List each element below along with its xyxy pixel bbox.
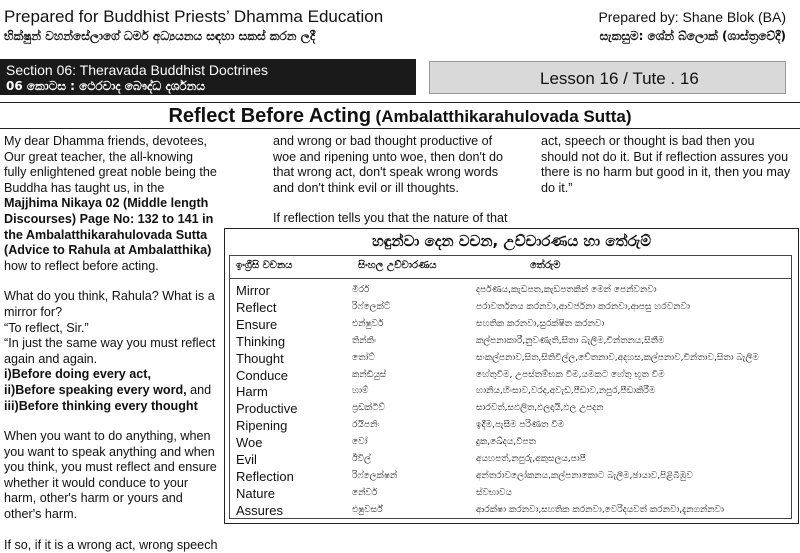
glossary-table — [229, 255, 792, 519]
body-text: Our great teacher, the all-knowing fully enlightened great noble being the Buddha has taught us, in the — [4, 149, 217, 195]
table-row — [230, 417, 791, 434]
sinhala-pronunciation: ප්‍රඩක්ටිව් — [352, 403, 386, 414]
sinhala-meaning: පරාවර්තනය කරනවා,ආවර්ජනා කරනවා,ආපසු හරවනවා — [476, 301, 690, 312]
table-row — [230, 468, 791, 485]
table-row — [230, 383, 791, 400]
sinhala-pronunciation: නේචර් — [352, 487, 378, 498]
sinhala-meaning: සාරවත්,සඵලිත,ඵලදායි,ඵල උපදන — [476, 403, 604, 414]
body-column-1 — [4, 134, 218, 553]
sinhala-meaning: දර්පණය,කැඩපත,කැඩපතකින් මෙන් පෙන්වනවා — [476, 285, 657, 295]
table-row — [230, 299, 791, 316]
paragraph: When you want to do anything, when you want to speak anything and when you think, you must reflect and ensure whether it would conduce to your harm, other's harm or yours and other's harm. — [4, 429, 217, 522]
english-word: Harm — [236, 384, 268, 400]
paragraph: What do you think, Rahula? What is a mirror for? — [4, 289, 215, 319]
sinhala-pronunciation: රයිපනිං — [352, 420, 380, 431]
english-word: Thinking — [236, 333, 286, 349]
table-row — [230, 350, 791, 367]
sutta-reference: Majjhima Nikaya 02 (Middle length Discourses) Page No: 132 to 141 in the Ambalatthikarahulovada Sutta (Advice to Rahula at Ambalatthika) — [4, 196, 214, 258]
table-row — [230, 367, 791, 384]
sinhala-meaning: සහතික කරනවා,සුරක්ෂිත කරනවා — [476, 318, 605, 329]
english-word: Reflect — [236, 299, 277, 315]
english-word: Assures — [236, 502, 283, 518]
sinhala-pronunciation: තින්කිං — [352, 335, 377, 346]
table-row — [230, 400, 791, 417]
english-word: Woe — [236, 435, 263, 451]
table-row — [230, 282, 791, 299]
paragraph: If reflection tells you that the nature of that — [273, 211, 508, 226]
list-item-text: and — [186, 382, 212, 397]
sinhala-meaning: ස්වභාවය — [476, 487, 512, 498]
sinhala-pronunciation: ඊවිල් — [352, 454, 371, 464]
body-text: how to reflect before acting. — [4, 258, 159, 273]
sinhala-pronunciation: හාම් — [352, 386, 369, 397]
english-word: Productive — [236, 401, 298, 417]
list-item — [4, 367, 218, 383]
article-title: Reflect Before Acting — [168, 105, 372, 127]
english-word: Mirror — [236, 283, 270, 298]
table-row — [230, 333, 791, 350]
paragraph: “In just the same way you must reflect again and again. — [4, 336, 216, 366]
table-row — [230, 485, 791, 502]
table-row — [230, 451, 791, 468]
column-header-meaning: තේරුම — [530, 260, 561, 271]
english-word: Reflection — [236, 468, 294, 484]
paragraph: act, speech or thought is bad then you should not do it. But if reflection assures you there is no harm but good in it, then you may do it.” — [541, 134, 791, 195]
paragraph — [4, 134, 218, 274]
sinhala-meaning: ඉදීම,පැසීම පරිණත වීම — [476, 420, 565, 431]
sinhala-meaning: හානිය,හිංසාව,වරද,අවැඩ,පීඩාව,නපුර,පීඩාකිරීම — [476, 386, 656, 397]
lesson-label: Lesson 16 / Tute . 16 — [540, 69, 699, 88]
sinhala-meaning: සංකල්පනාව,සිත,සිතිවිල්ල,චේතනාව,අදහස,කල්පනාව,චින්තාව,සිතා බැලීම — [476, 352, 759, 363]
article-title-bar — [0, 102, 800, 129]
sinhala-pronunciation: මිරර් — [352, 285, 370, 295]
english-word: Ensure — [236, 316, 278, 332]
prepared-by: Prepared by: Shane Blok (BA) — [598, 9, 786, 25]
column-header-english: ඉංග්‍රීසි වචනය — [236, 260, 293, 271]
table-row — [230, 316, 791, 333]
english-word: Conduce — [236, 367, 289, 383]
english-word: Ripening — [236, 418, 288, 434]
lesson-banner — [429, 61, 786, 94]
paragraph: and wrong or bad thought productive of woe and ripening unto woe, then don't do that wrong act, don't speak wrong words and don't think evil or ill thoughts. — [273, 134, 503, 195]
list-item — [4, 383, 218, 399]
sinhala-meaning: හේතුවීම, උපස්තම්භක වීම,යමකට හේතු භූත වීම — [476, 369, 665, 380]
greeting: My dear Dhamma friends, devotees, — [4, 134, 207, 148]
sinhala-meaning: අන්තරාවලෝකනය,කල්පනාකොට බැලීම,ඡායාව,පිළිබිඹුව — [476, 470, 693, 481]
english-word: Evil — [236, 452, 257, 467]
list-item-text: i)Before doing every act, — [4, 367, 151, 382]
sinhala-meaning: අයහපත්,නපුරු,අකුසලය,පාපී — [476, 454, 586, 464]
list-item-text: ii)Before speaking every word, — [4, 382, 187, 397]
sinhala-pronunciation: රිෆ්ලෙක්ට් — [352, 301, 391, 312]
sinhala-meaning: දුක,ඛේදය,විපත — [476, 437, 536, 448]
table-row — [230, 434, 791, 451]
table-row — [230, 502, 791, 519]
body-column-2 — [273, 134, 511, 227]
article-subtitle: (Ambalatthikarahulovada Sutta) — [375, 107, 632, 126]
sinhala-pronunciation: කන්ඩියුස් — [352, 369, 387, 380]
glossary-title: හඳුන්වා දෙන වචන, උච්චාරණය හා තේරුම් — [371, 232, 652, 250]
sinhala-pronunciation: එෂුවර්ස් — [352, 504, 383, 515]
paragraph: If so, if it is a wrong act, wrong speech — [4, 537, 218, 552]
body-column-3 — [541, 134, 791, 196]
glossary-box — [224, 228, 799, 524]
sinhala-pronunciation: රිෆ්ලෙක්ෂන් — [352, 470, 398, 481]
sinhala-meaning: කල්පනාකාරී,නුවණැති,සිතා බැලීම,චින්තනය,සිතීම — [476, 335, 665, 346]
sinhala-pronunciation: වෝ — [352, 437, 368, 448]
section-label-sinhala: 06 කොටස : ථෙරවාද බෞද්ධ දර්ශනය — [6, 79, 205, 93]
sinhala-meaning: ආරක්ෂා කරනවා,සහතික කරනවා,වෙරිදයවත් කරනවා,දැනගන්නවා — [476, 504, 724, 515]
sinhala-pronunciation: තෝට් — [352, 352, 375, 363]
header-divider — [230, 278, 791, 279]
english-word: Thought — [236, 350, 284, 366]
section-label: Section 06: Theravada Buddhist Doctrines — [6, 62, 269, 78]
header-title: Prepared for Buddhist Priests’ Dhamma Education — [4, 7, 384, 26]
list-item-text: iii)Before thinking every thought — [4, 398, 198, 413]
english-word: Nature — [236, 485, 276, 501]
header-title-sinhala: භික්ෂුන් වහන්සේලාගේ ධර්ම අධ්‍යයනය සඳහා සකස් කරන ලදී — [4, 29, 316, 43]
section-banner — [0, 59, 416, 95]
sinhala-pronunciation: එන්ෂුවර් — [352, 318, 384, 329]
list-item — [4, 399, 218, 415]
paragraph: “To reflect, Sir.” — [4, 320, 89, 335]
column-header-pronunciation: සිංහල උච්චාරණය — [358, 260, 437, 271]
prepared-by-sinhala: සැකසුම: ශේන් බ්ලොක් (ශාස්ත්‍රවේදී) — [599, 29, 786, 43]
